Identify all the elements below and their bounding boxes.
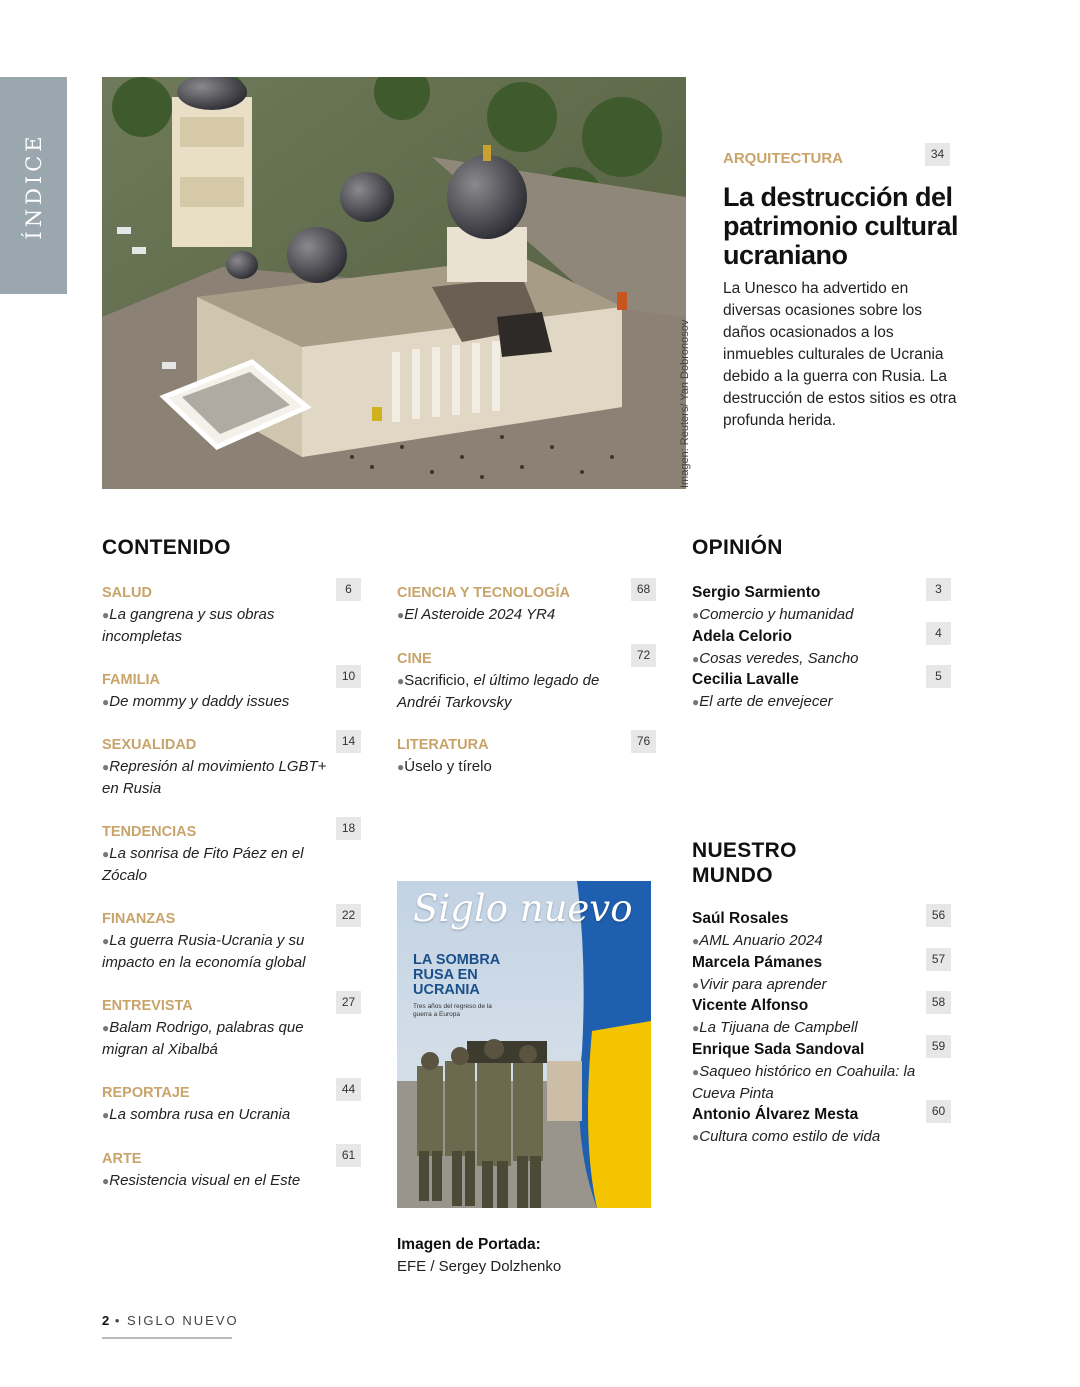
page-badge: 72 [631,644,656,667]
cover-headline: LA SOMBRA RUSA EN UCRANIA [413,952,500,998]
toc-entry[interactable] [102,821,337,887]
entry-category: CINE [397,651,432,667]
featured-category: ARQUITECTURA [723,150,843,167]
author-name: Antonio Álvarez Mesta [692,1106,859,1123]
nuestro-mundo-entry[interactable] [692,952,927,996]
page-badge: 14 [336,730,361,753]
bullet-icon: ● [102,695,110,709]
page-badge: 58 [926,991,951,1014]
entry-category: FINANZAS [102,911,176,927]
bullet-icon: ● [102,847,110,861]
bullet-icon: ● [397,760,405,774]
contenido-heading: CONTENIDO [102,536,231,559]
entry-category: REPORTAJE [102,1085,190,1101]
index-tab [0,77,67,294]
opinion-entry[interactable] [692,582,927,626]
footer-separator: • [114,1313,122,1328]
page-badge: 59 [926,1035,951,1058]
bullet-icon: ● [397,674,405,688]
toc-entry[interactable] [102,582,337,648]
entry-category: FAMILIA [102,672,160,688]
entry-category: SEXUALIDAD [102,737,197,753]
author-name: Vicente Alfonso [692,997,809,1014]
magazine-cover-image[interactable] [397,881,651,1208]
page-badge: 76 [631,730,656,753]
index-tab-label: ÍNDICE [21,131,46,240]
author-name: Enrique Sada Sandoval [692,1041,865,1058]
magazine-name: SIGLO NUEVO [127,1313,239,1328]
cover-caption-credit: EFE / Sergey Dolzhenko [397,1258,562,1275]
hero-photo [102,77,686,489]
cover-caption-title: Imagen de Portada: [397,1236,541,1253]
page-badge: 61 [336,1144,361,1167]
entry-title: ●La guerra Rusia-Ucrania y su impacto en la economía global [102,932,306,971]
author-name: Cecilia Lavalle [692,671,799,688]
bullet-icon: ● [102,1174,110,1188]
toc-entry[interactable] [397,648,632,714]
page-badge: 56 [926,904,951,927]
page-badge: 68 [631,578,656,601]
column-title: ●Saqueo histórico en Coahuila: la Cueva Pinta [692,1063,916,1102]
toc-entry[interactable] [102,995,337,1061]
toc-entry[interactable] [397,582,632,626]
column-title: ●AML Anuario 2024 [692,932,823,949]
page-badge: 5 [926,665,951,688]
author-name: Adela Celorio [692,628,792,645]
page-badge: 22 [336,904,361,927]
toc-entry[interactable] [397,734,632,778]
entry-title: ●Balam Rodrigo, palabras que migran al Xibalbá [102,1019,304,1058]
page-badge: 27 [336,991,361,1014]
page-badge: 3 [926,578,951,601]
entry-title: ●Resistencia visual en el Este [102,1172,301,1189]
entry-category: ARTE [102,1151,142,1167]
bullet-icon: ● [692,652,700,666]
entry-category: CIENCIA Y TECNOLOGÍA [397,585,570,601]
toc-entry[interactable] [102,734,337,800]
entry-category: ENTREVISTA [102,998,193,1014]
nuestro-mundo-entry[interactable] [692,1039,927,1105]
entry-title: ●Sacrificio, el último legado de Andréi Tarkovsky [397,672,600,711]
column-title: ●La Tijuana de Campbell [692,1019,858,1036]
entry-title: ●Úselo y tírelo [397,758,492,775]
cover-kicker: Tres años del regreso de la guerra a Europa [413,1003,492,1018]
bullet-icon: ● [102,934,110,948]
bullet-icon: ● [692,695,700,709]
page-badge: 4 [926,622,951,645]
opinion-heading: OPINIÓN [692,536,783,559]
bullet-icon: ● [102,1021,110,1035]
featured-title: La destrucción del patrimonio cultural ucraniano [723,182,959,270]
toc-entry[interactable] [102,1148,337,1192]
nuestro-mundo-entry[interactable] [692,908,927,952]
column-title: ●Cultura como estilo de vida [692,1128,881,1145]
bullet-icon: ● [692,1130,700,1144]
opinion-entry[interactable] [692,626,927,670]
bullet-icon: ● [102,608,110,622]
entry-category: TENDENCIAS [102,824,197,840]
footer-rule [102,1337,232,1339]
page-badge: 57 [926,948,951,971]
entry-title: ●La sombra rusa en Ucrania [102,1106,291,1123]
photo-credit: Imagen: Reuters/ Yan Dobronosov [679,319,691,488]
author-name: Sergio Sarmiento [692,584,821,601]
nuestro-mundo-entry[interactable] [692,995,927,1039]
column-title: ●El arte de envejecer [692,693,833,710]
page-badge: 10 [336,665,361,688]
column-title: ●Cosas veredes, Sancho [692,650,859,667]
bullet-icon: ● [102,1108,110,1122]
column-title: ●Vivir para aprender [692,976,827,993]
page-badge: 60 [926,1100,951,1123]
author-name: Saúl Rosales [692,910,789,927]
toc-entry[interactable] [102,1082,337,1126]
bullet-icon: ● [102,760,110,774]
entry-title: ●La gangrena y sus obras incompletas [102,606,275,645]
toc-entry[interactable] [102,669,337,713]
entry-category: SALUD [102,585,152,601]
nuestro-mundo-entry[interactable] [692,1104,927,1148]
author-name: Marcela Pámanes [692,954,823,971]
column-title: ●Comercio y humanidad [692,606,854,623]
entry-category: LITERATURA [397,737,489,753]
entry-title: ●De mommy y daddy issues [102,693,290,710]
toc-entry[interactable] [102,908,337,974]
cover-logo: Siglo nuevo [413,887,633,930]
nuestro-mundo-heading: NUESTRO MUNDO [692,839,797,887]
featured-description: La Unesco ha advertido en diversas ocasiones sobre los daños ocasionados a los inmuebles culturales de Ucrania debido a la guerra con Rusia. La destrucción de estos sitios es otra profunda herida. [723,280,957,429]
cover-photo [397,881,651,1208]
bullet-icon: ● [692,1021,700,1035]
opinion-entry[interactable] [692,669,927,713]
page-badge: 6 [336,578,361,601]
bullet-icon: ● [692,608,700,622]
cathedral-aerial-image [102,77,686,489]
bullet-icon: ● [692,934,700,948]
bullet-icon: ● [692,1065,700,1079]
page-number: 2 [102,1313,110,1328]
entry-title: ●El Asteroide 2024 YR4 [397,606,556,623]
page-footer [102,1313,239,1328]
bullet-icon: ● [397,608,405,622]
page-badge: 44 [336,1078,361,1101]
bullet-icon: ● [692,978,700,992]
page-badge: 18 [336,817,361,840]
featured-page-badge: 34 [925,143,950,166]
entry-title: ●La sonrisa de Fito Páez en el Zócalo [102,845,304,884]
entry-title: ●Represión al movimiento LGBT+ en Rusia [102,758,327,797]
